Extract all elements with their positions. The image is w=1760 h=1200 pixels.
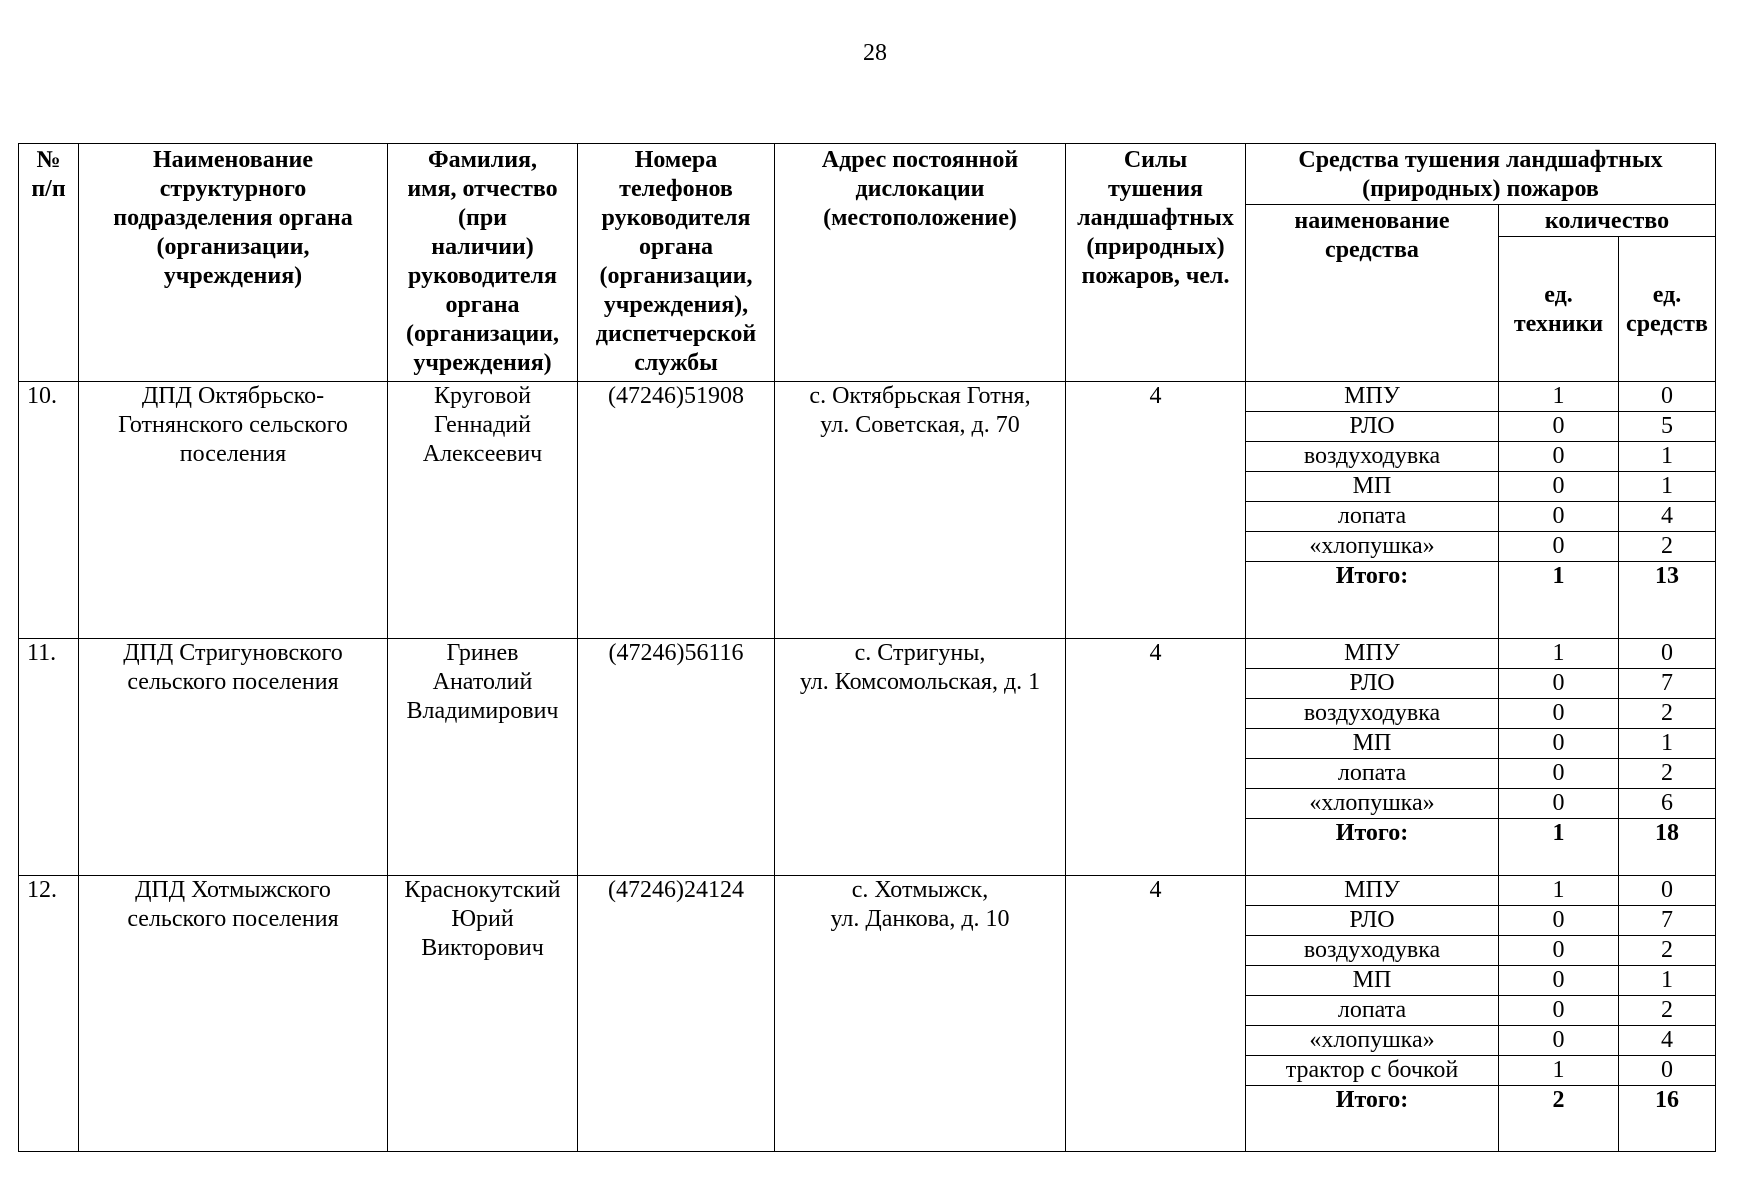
total-tech: 1 xyxy=(1499,562,1619,639)
item-name: «хлопушка» xyxy=(1246,532,1499,562)
row-forces: 4 xyxy=(1066,639,1246,876)
item-means: 0 xyxy=(1619,639,1716,669)
item-means: 7 xyxy=(1619,906,1716,936)
item-name: МПУ xyxy=(1246,639,1499,669)
item-tech: 1 xyxy=(1499,876,1619,906)
row-head: Гринев Анатолий Владимирович xyxy=(388,639,578,876)
row-num: 12. xyxy=(19,876,79,1152)
item-means: 4 xyxy=(1619,502,1716,532)
item-name: РЛО xyxy=(1246,412,1499,442)
header-name: Наименование структурного подразделения органа (организации, учреждения) xyxy=(79,144,388,382)
row-address: с. Октябрьская Готня, ул. Советская, д. 70 xyxy=(775,382,1066,639)
item-means: 1 xyxy=(1619,729,1716,759)
item-tech: 0 xyxy=(1499,789,1619,819)
item-tech: 0 xyxy=(1499,936,1619,966)
item-means: 1 xyxy=(1619,966,1716,996)
total-label: Итого: xyxy=(1246,562,1499,639)
table-row xyxy=(19,876,1716,906)
header-means-name: наименование средства xyxy=(1246,205,1499,382)
row-forces: 4 xyxy=(1066,876,1246,1152)
header-means: Средства тушения ландшафтных (природных) пожаров xyxy=(1246,144,1716,205)
total-means: 13 xyxy=(1619,562,1716,639)
item-tech: 0 xyxy=(1499,502,1619,532)
item-name: лопата xyxy=(1246,502,1499,532)
item-name: МП xyxy=(1246,472,1499,502)
header-units-tech: ед. техники xyxy=(1499,237,1619,382)
header-num: № п/п xyxy=(19,144,79,382)
item-means: 5 xyxy=(1619,412,1716,442)
fire-brigades-table xyxy=(18,143,1716,1152)
item-means: 2 xyxy=(1619,532,1716,562)
item-tech: 0 xyxy=(1499,1026,1619,1056)
item-name: МП xyxy=(1246,966,1499,996)
table-header xyxy=(19,144,1716,382)
item-name: МПУ xyxy=(1246,382,1499,412)
row-forces: 4 xyxy=(1066,382,1246,639)
row-num: 10. xyxy=(19,382,79,639)
total-tech: 2 xyxy=(1499,1086,1619,1152)
table-row xyxy=(19,382,1716,412)
item-name: МПУ xyxy=(1246,876,1499,906)
item-means: 7 xyxy=(1619,669,1716,699)
item-means: 6 xyxy=(1619,789,1716,819)
item-name: РЛО xyxy=(1246,669,1499,699)
item-name: воздуходувка xyxy=(1246,442,1499,472)
header-phones: Номера телефонов руководителя органа (организации, учреждения), диспетчерской службы xyxy=(578,144,775,382)
item-name: «хлопушка» xyxy=(1246,789,1499,819)
item-tech: 0 xyxy=(1499,966,1619,996)
item-tech: 0 xyxy=(1499,906,1619,936)
item-name: лопата xyxy=(1246,996,1499,1026)
item-tech: 0 xyxy=(1499,532,1619,562)
header-forces: Силы тушения ландшафтных (природных) пожаров, чел. xyxy=(1066,144,1246,382)
item-name: «хлопушка» xyxy=(1246,1026,1499,1056)
item-tech: 0 xyxy=(1499,472,1619,502)
row-address: с. Стригуны, ул. Комсомольская, д. 1 xyxy=(775,639,1066,876)
row-phone: (47246)56116 xyxy=(578,639,775,876)
item-tech: 0 xyxy=(1499,412,1619,442)
row-address: с. Хотмыжск, ул. Данкова, д. 10 xyxy=(775,876,1066,1152)
item-means: 2 xyxy=(1619,699,1716,729)
item-name: воздуходувка xyxy=(1246,699,1499,729)
item-means: 1 xyxy=(1619,472,1716,502)
total-means: 18 xyxy=(1619,819,1716,876)
item-means: 0 xyxy=(1619,382,1716,412)
header-address: Адрес постоянной дислокации (местоположение) xyxy=(775,144,1066,382)
table-body xyxy=(19,382,1716,1152)
item-means: 0 xyxy=(1619,1056,1716,1086)
row-name: ДПД Хотмыжского сельского поселения xyxy=(79,876,388,1152)
header-quantity: количество xyxy=(1499,205,1716,237)
page-number: 28 xyxy=(863,40,887,66)
item-means: 2 xyxy=(1619,936,1716,966)
item-means: 2 xyxy=(1619,759,1716,789)
total-tech: 1 xyxy=(1499,819,1619,876)
row-head: Круговой Геннадий Алексеевич xyxy=(388,382,578,639)
total-label: Итого: xyxy=(1246,1086,1499,1152)
total-label: Итого: xyxy=(1246,819,1499,876)
item-tech: 1 xyxy=(1499,639,1619,669)
item-tech: 0 xyxy=(1499,699,1619,729)
item-tech: 1 xyxy=(1499,1056,1619,1086)
row-name: ДПД Стригуновского сельского поселения xyxy=(79,639,388,876)
row-phone: (47246)51908 xyxy=(578,382,775,639)
header-units-means: ед. средств xyxy=(1619,237,1716,382)
row-phone: (47246)24124 xyxy=(578,876,775,1152)
row-name: ДПД Октябрьско- Готнянского сельского поселения xyxy=(79,382,388,639)
item-tech: 0 xyxy=(1499,729,1619,759)
header-head: Фамилия, имя, отчество (при наличии) руководителя органа (организации, учреждения) xyxy=(388,144,578,382)
item-name: трактор с бочкой xyxy=(1246,1056,1499,1086)
item-name: лопата xyxy=(1246,759,1499,789)
item-name: МП xyxy=(1246,729,1499,759)
table-row xyxy=(19,639,1716,669)
item-means: 0 xyxy=(1619,876,1716,906)
item-name: РЛО xyxy=(1246,906,1499,936)
item-tech: 0 xyxy=(1499,669,1619,699)
item-means: 1 xyxy=(1619,442,1716,472)
item-tech: 0 xyxy=(1499,996,1619,1026)
item-tech: 0 xyxy=(1499,759,1619,789)
row-head: Краснокутский Юрий Викторович xyxy=(388,876,578,1152)
item-means: 2 xyxy=(1619,996,1716,1026)
row-num: 11. xyxy=(19,639,79,876)
item-tech: 0 xyxy=(1499,442,1619,472)
total-means: 16 xyxy=(1619,1086,1716,1152)
item-means: 4 xyxy=(1619,1026,1716,1056)
item-name: воздуходувка xyxy=(1246,936,1499,966)
item-tech: 1 xyxy=(1499,382,1619,412)
